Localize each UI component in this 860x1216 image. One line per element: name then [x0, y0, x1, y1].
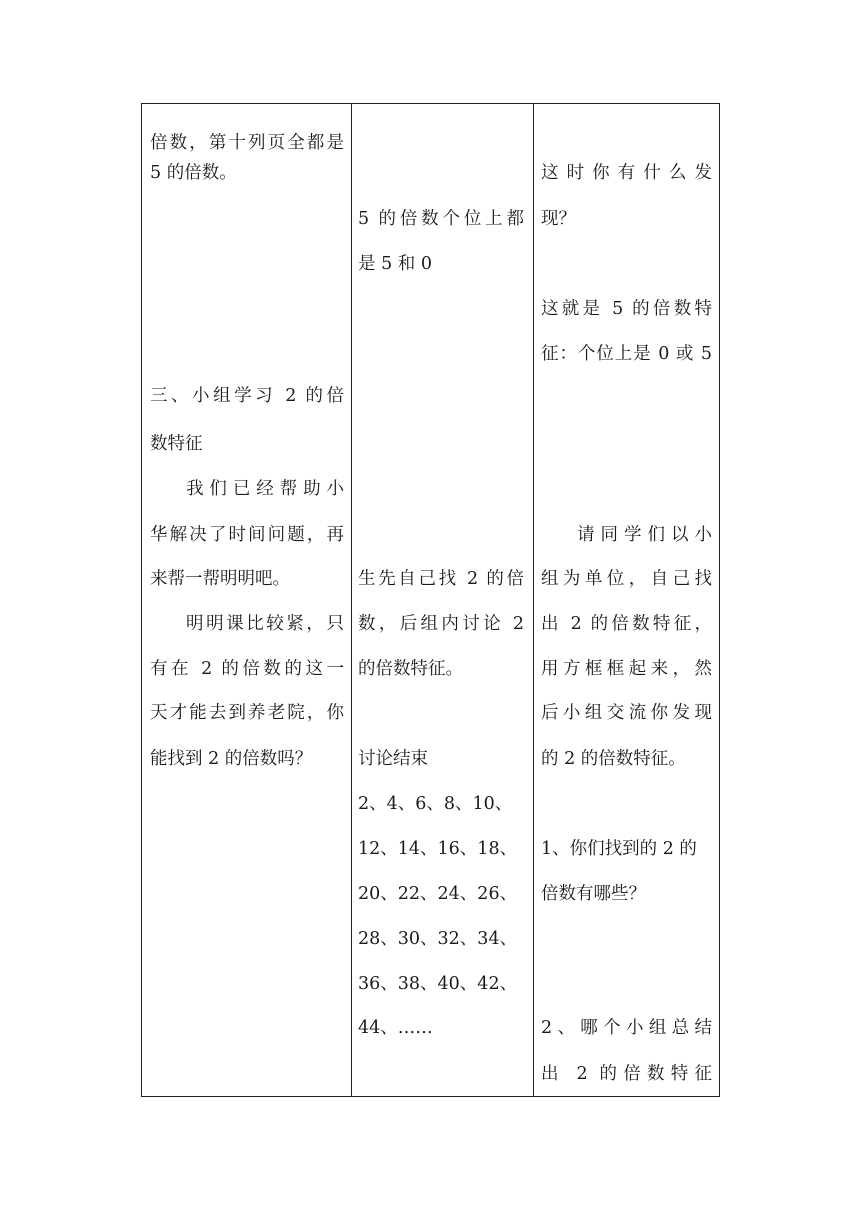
text-line: 来帮一帮明明吧。: [150, 569, 290, 589]
text-line: 5 的倍数。: [150, 163, 237, 183]
text-line: 天才能去到养老院，你: [150, 703, 344, 723]
question-line: 倍数有哪些？: [541, 884, 646, 904]
question-line: 1、你们找到的 2 的: [541, 839, 697, 859]
text-line: 征：个位上是 0 或 5: [541, 344, 712, 364]
question-line: 出 2 的倍数特征: [541, 1064, 712, 1084]
question-line: 2、哪个小组总结: [541, 1018, 712, 1038]
text-line: 能找到 2 的倍数吗？: [150, 749, 313, 769]
text-line: 华解决了时间问题，再: [150, 525, 344, 545]
text-line: 组为单位，自己找: [541, 569, 712, 589]
teaching-content-column: [150, 104, 344, 1096]
lesson-plan-table: [141, 103, 720, 1097]
text-line: 这就是 5 的倍数特: [541, 299, 712, 319]
column-divider: [533, 104, 534, 1096]
student-activity-column: [358, 104, 524, 1096]
text-line: 5 的倍数个位上都: [358, 209, 524, 229]
teacher-guidance-column: [541, 104, 712, 1096]
number-list-line: 28、30、32、34、: [358, 929, 518, 949]
section-heading: 三、小组学习 2 的倍: [150, 386, 344, 406]
text-line: 现？: [541, 209, 576, 229]
text-line: 的 2 的倍数特征。: [541, 749, 686, 769]
text-line: 明明课比较紧，只: [186, 614, 344, 634]
column-divider: [351, 104, 352, 1096]
number-list-line: 12、14、16、18、: [358, 839, 518, 859]
text-line: 数，后组内讨论 2: [358, 614, 524, 634]
number-list-line: 36、38、40、42、: [358, 974, 518, 994]
number-list-line: 44、……: [358, 1018, 433, 1038]
text-line: 出 2 的倍数特征，: [541, 614, 712, 634]
number-list-line: 2、4、6、8、10、: [358, 794, 513, 814]
text-line: 倍数，第十列页全都是: [150, 133, 344, 153]
number-list-line: 20、22、24、26、: [358, 884, 518, 904]
text-line: 有在 2 的倍数的这一: [150, 659, 344, 679]
text-line: 的倍数特征。: [358, 659, 463, 679]
text-line: 我们已经帮助小: [186, 479, 344, 499]
text-line: 是 5 和 0: [358, 254, 432, 274]
section-heading: 数特征: [150, 434, 203, 454]
text-line: 用方框框起来，然: [541, 659, 712, 679]
text-line: 后小组交流你发现: [541, 703, 712, 723]
text-line: 这时你有什么发: [541, 163, 712, 183]
text-line: 讨论结束: [358, 749, 428, 769]
text-line: 生先自己找 2 的倍: [358, 569, 524, 589]
text-line: 请同学们以小: [577, 525, 712, 545]
